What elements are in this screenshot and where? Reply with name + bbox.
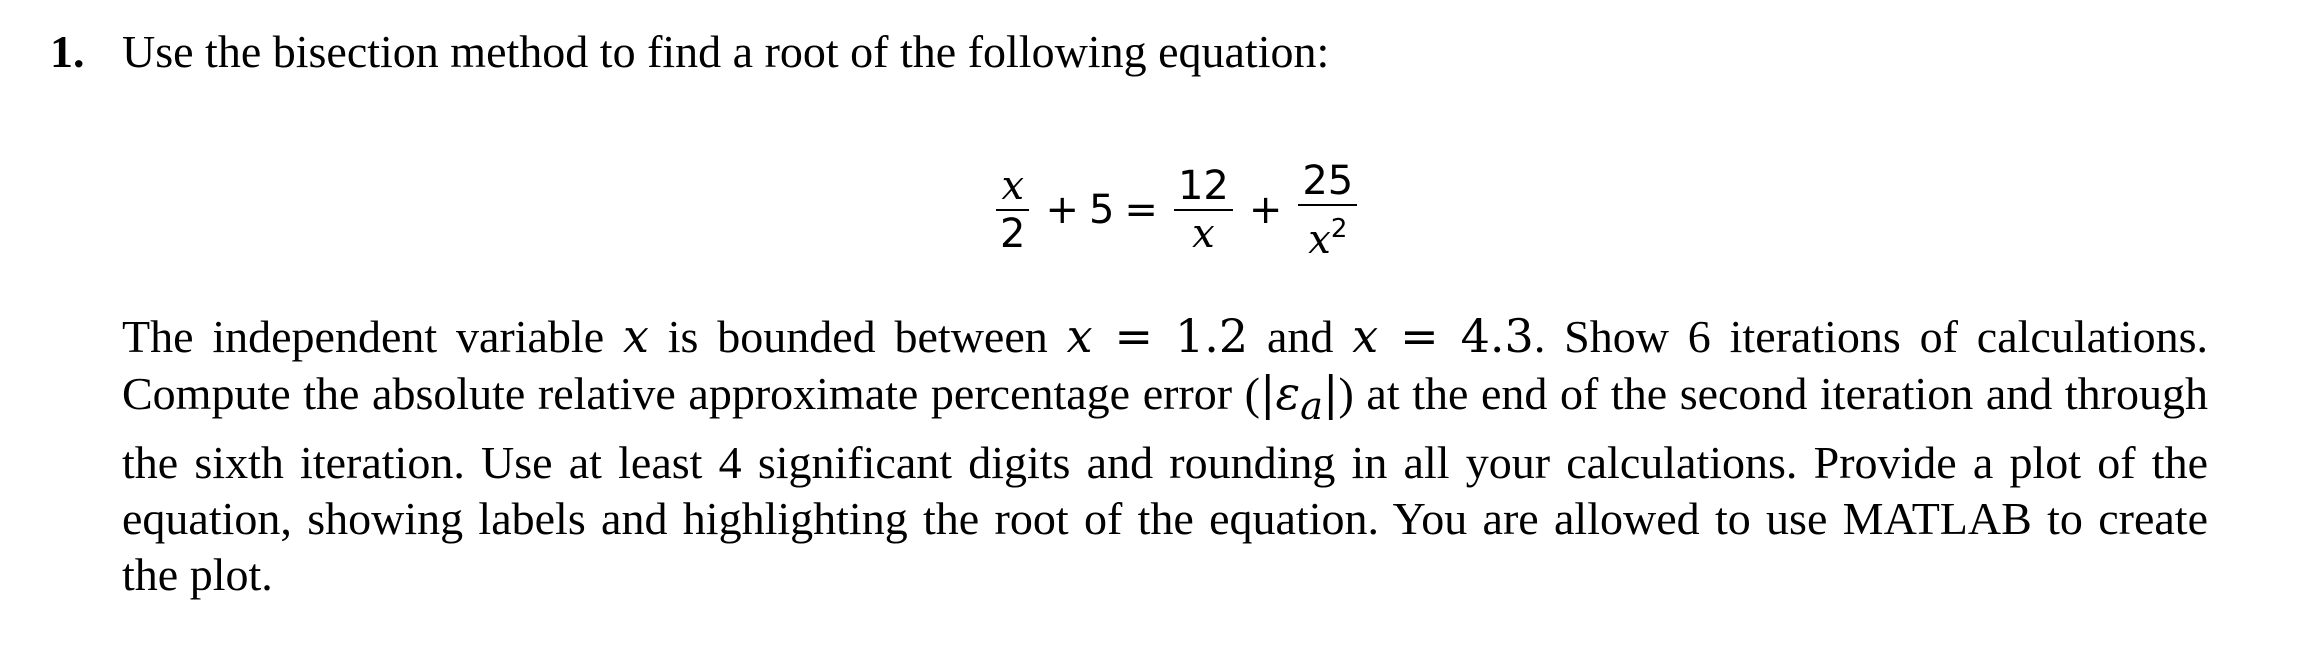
equals-operator: = [1124,187,1158,233]
fraction-numerator: x [1001,163,1024,209]
text-segment: ) at the end of the second iteration and through the sixth iteration. Use at least 4 significant digits and rounding in all your calculations. Provide a plot of the equation, showing labels and highlighting the root of the equation. You are allowed to use MATLAB to create the plot. [122,368,2208,601]
question-prompt: Use the bisection method to find a root of the following equation: [122,26,1330,77]
lower-bound-value: = 1.2 [1092,309,1249,363]
fraction-denominator [1304,206,1351,263]
equation [990,150,1363,270]
fraction-denominator: 2 [1000,211,1026,257]
fraction-12-over-x [1174,163,1233,257]
plus-operator: + [1045,187,1079,233]
abs-bar-open: | [1259,366,1276,420]
exponent: 2 [1330,213,1348,244]
fraction-25-over-x-squared [1298,158,1357,263]
inline-math-lower-bound [1067,309,1249,363]
constant-five: 5 [1088,187,1115,233]
abs-bar-close: | [1323,366,1339,420]
text-segment: The independent variable [122,311,623,362]
fraction-x-over-2 [996,163,1029,257]
text-segment: . Show 6 iterations of calculations. Compute the absolute relative approximate percentage error ( [122,311,2208,419]
epsilon-symbol: ε [1275,366,1301,420]
text-segment: is bounded between [648,311,1067,362]
fraction-numerator: 12 [1177,163,1229,209]
inline-math-error-symbol [1259,366,1339,430]
fraction-denominator: x [1192,211,1215,257]
fraction-numerator: 25 [1302,157,1354,204]
inline-math-x [623,309,649,363]
variable-x: x [622,309,649,363]
text-segment: and [1248,311,1353,362]
question-header [50,22,1329,82]
variable-x: x [1066,309,1093,363]
variable-x: x [1352,309,1379,363]
subscript-a: a [1300,384,1324,430]
upper-bound-value: = 4.3 [1378,309,1534,363]
plus-operator: + [1248,187,1283,233]
denominator-variable: x [1308,216,1331,263]
inline-math-upper-bound [1352,309,1534,363]
question-number: 1. [50,26,85,77]
instructions-paragraph [122,308,2208,603]
